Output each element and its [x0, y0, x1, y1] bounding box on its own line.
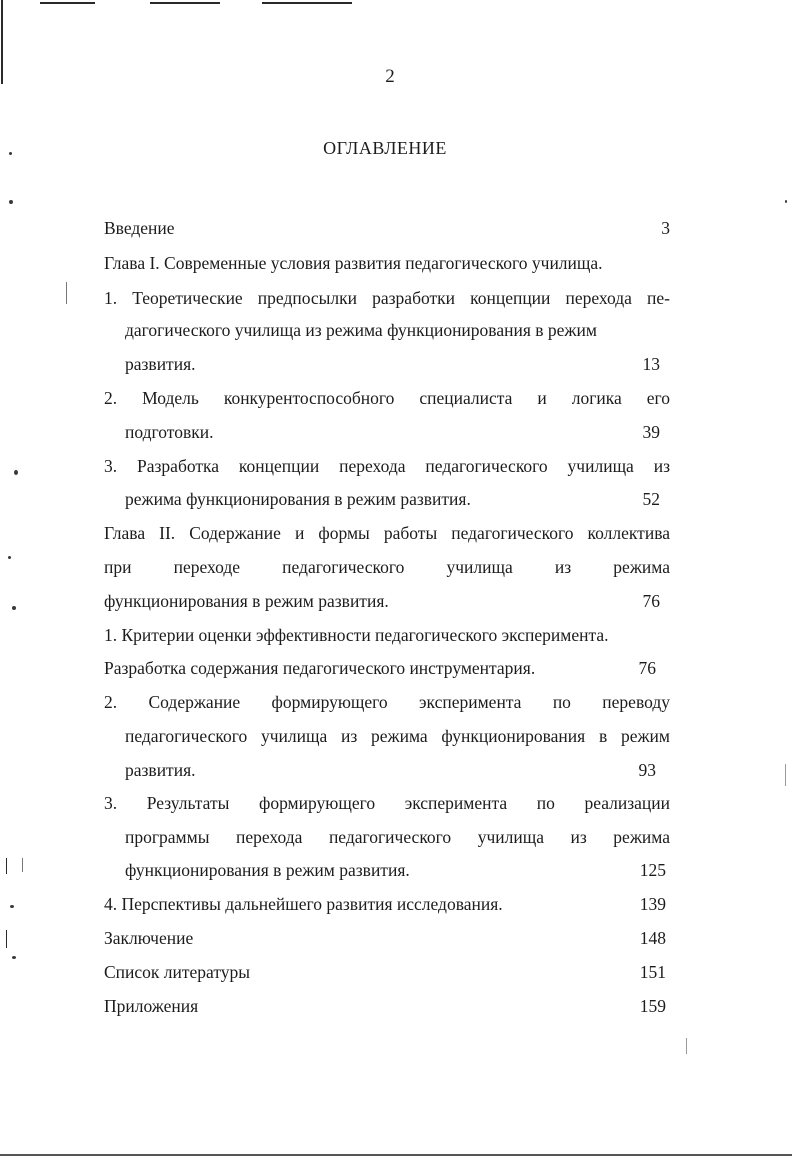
- toc-entry-text: 4. Перспективы дальнейшего развития исследования.: [104, 894, 503, 914]
- toc-entry: [104, 216, 670, 240]
- toc-entry-text: развития.: [125, 760, 196, 780]
- toc-entry-text: Список литературы: [104, 962, 251, 982]
- toc-entry: [104, 386, 670, 410]
- toc-entry-continuation: [125, 420, 670, 444]
- toc-entry-text: Введение: [104, 218, 175, 238]
- toc-entry-page: 52: [642, 489, 660, 509]
- scan-speck: [8, 556, 11, 559]
- toc-entry-text: педагогического училища из режима функционирования в режим: [125, 726, 670, 746]
- toc-entry-page: 39: [642, 422, 660, 442]
- toc-entry: [104, 623, 670, 647]
- scan-mark-left-2: [6, 930, 7, 948]
- scan-edge-left: [1, 0, 3, 84]
- toc-entry-text: функционирования в режим развития.: [125, 860, 410, 880]
- toc-entry: [104, 892, 670, 916]
- toc-entry: [104, 960, 670, 984]
- toc-entry: [104, 286, 670, 310]
- toc-entry-page: 125: [639, 860, 666, 880]
- toc-entry: [104, 926, 670, 950]
- scan-speck: [9, 200, 13, 204]
- toc-entry-page: 151: [639, 962, 666, 982]
- scan-speck: [12, 606, 16, 610]
- toc-entry-text: развития.: [125, 354, 196, 374]
- toc-entry-continuation: [125, 724, 670, 748]
- scan-edge-bottom: [0, 1154, 792, 1156]
- scan-speck: [12, 956, 16, 959]
- toc-entry-page: 76: [642, 591, 660, 611]
- scan-speck: [10, 905, 14, 908]
- scan-mark-right-1: [785, 764, 786, 786]
- scan-mark-left-3: [66, 282, 67, 304]
- toc-entry-continuation: [125, 758, 670, 782]
- toc-entry: [104, 690, 670, 714]
- toc-entry-continuation: [125, 352, 670, 376]
- toc-entry-continuation: [104, 656, 670, 680]
- toc-entry: [104, 994, 670, 1018]
- toc-entry-continuation: [125, 487, 670, 511]
- toc-entry-text: Глава II. Содержание и формы работы педагогического коллектива: [104, 523, 670, 543]
- toc-entry-page: 139: [639, 894, 666, 914]
- toc-chapter-heading-continuation: [104, 555, 670, 579]
- toc-entry-page: 93: [638, 760, 656, 780]
- toc-entry-page: 3: [661, 218, 670, 238]
- toc-entry-text: режима функционирования в режим развития.: [125, 489, 471, 509]
- toc-entry-text: 3. Разработка концепции перехода педагогического училища из: [104, 456, 670, 476]
- toc-entry-page: 76: [638, 658, 656, 678]
- page-title: ОГЛАВЛЕНИЕ: [323, 138, 447, 158]
- toc-entry-text: 1. Критерии оценки эффективности педагогического эксперимента.: [104, 625, 609, 645]
- scan-speck: [14, 470, 18, 475]
- toc-entry: [104, 454, 670, 478]
- toc-entry-text: 2. Содержание формирующего эксперимента по переводу: [104, 692, 670, 712]
- toc-entry-text: 1. Теоретические предпосылки разработки концепции перехода пе-: [104, 288, 670, 308]
- toc-entry-text: программы перехода педагогического училища из режима: [125, 827, 670, 847]
- toc-entry-text: дагогического училища из режима функционирования в режим: [125, 320, 597, 340]
- page-number: 2: [385, 66, 395, 87]
- toc-entry-text: Заключение: [104, 928, 194, 948]
- toc-entry-text: 3. Результаты формирующего эксперимента по реализации: [104, 793, 670, 813]
- toc-chapter-heading-continuation: [104, 589, 670, 613]
- scan-edge-top-mid: [150, 2, 220, 4]
- toc-entry-text: подготовки.: [125, 422, 214, 442]
- toc-entry-page: 159: [639, 996, 666, 1016]
- toc-entry: [104, 791, 670, 815]
- toc-entry-page: 13: [642, 354, 660, 374]
- toc-entry-page: 148: [639, 928, 666, 948]
- scan-speck: [9, 152, 12, 155]
- toc-entry-text: при переходе педагогического училища из режима: [104, 557, 670, 577]
- toc-entry-continuation: [125, 858, 670, 882]
- toc-chapter-heading: [104, 251, 670, 275]
- scan-mark-right-2: [686, 1038, 687, 1054]
- toc-entry-continuation: [125, 318, 670, 342]
- toc-chapter-heading: [104, 521, 670, 545]
- scan-edge-top-left: [40, 2, 95, 4]
- toc-entry-text: Глава I. Современные условия развития педагогического училища.: [104, 253, 603, 273]
- scan-speck: [785, 200, 787, 203]
- scan-mark-left-1: [6, 858, 7, 874]
- toc-entry-text: функционирования в режим развития.: [104, 591, 389, 611]
- toc-entry-text: Приложения: [104, 996, 199, 1016]
- scan-mark-left-4: [22, 858, 23, 872]
- toc-entry-text: Разработка содержания педагогического инструментария.: [104, 658, 536, 678]
- scan-edge-top-right: [262, 2, 352, 4]
- toc-entry-continuation: [125, 825, 670, 849]
- toc-entry-text: 2. Модель конкурентоспособного специалиста и логика его: [104, 388, 670, 408]
